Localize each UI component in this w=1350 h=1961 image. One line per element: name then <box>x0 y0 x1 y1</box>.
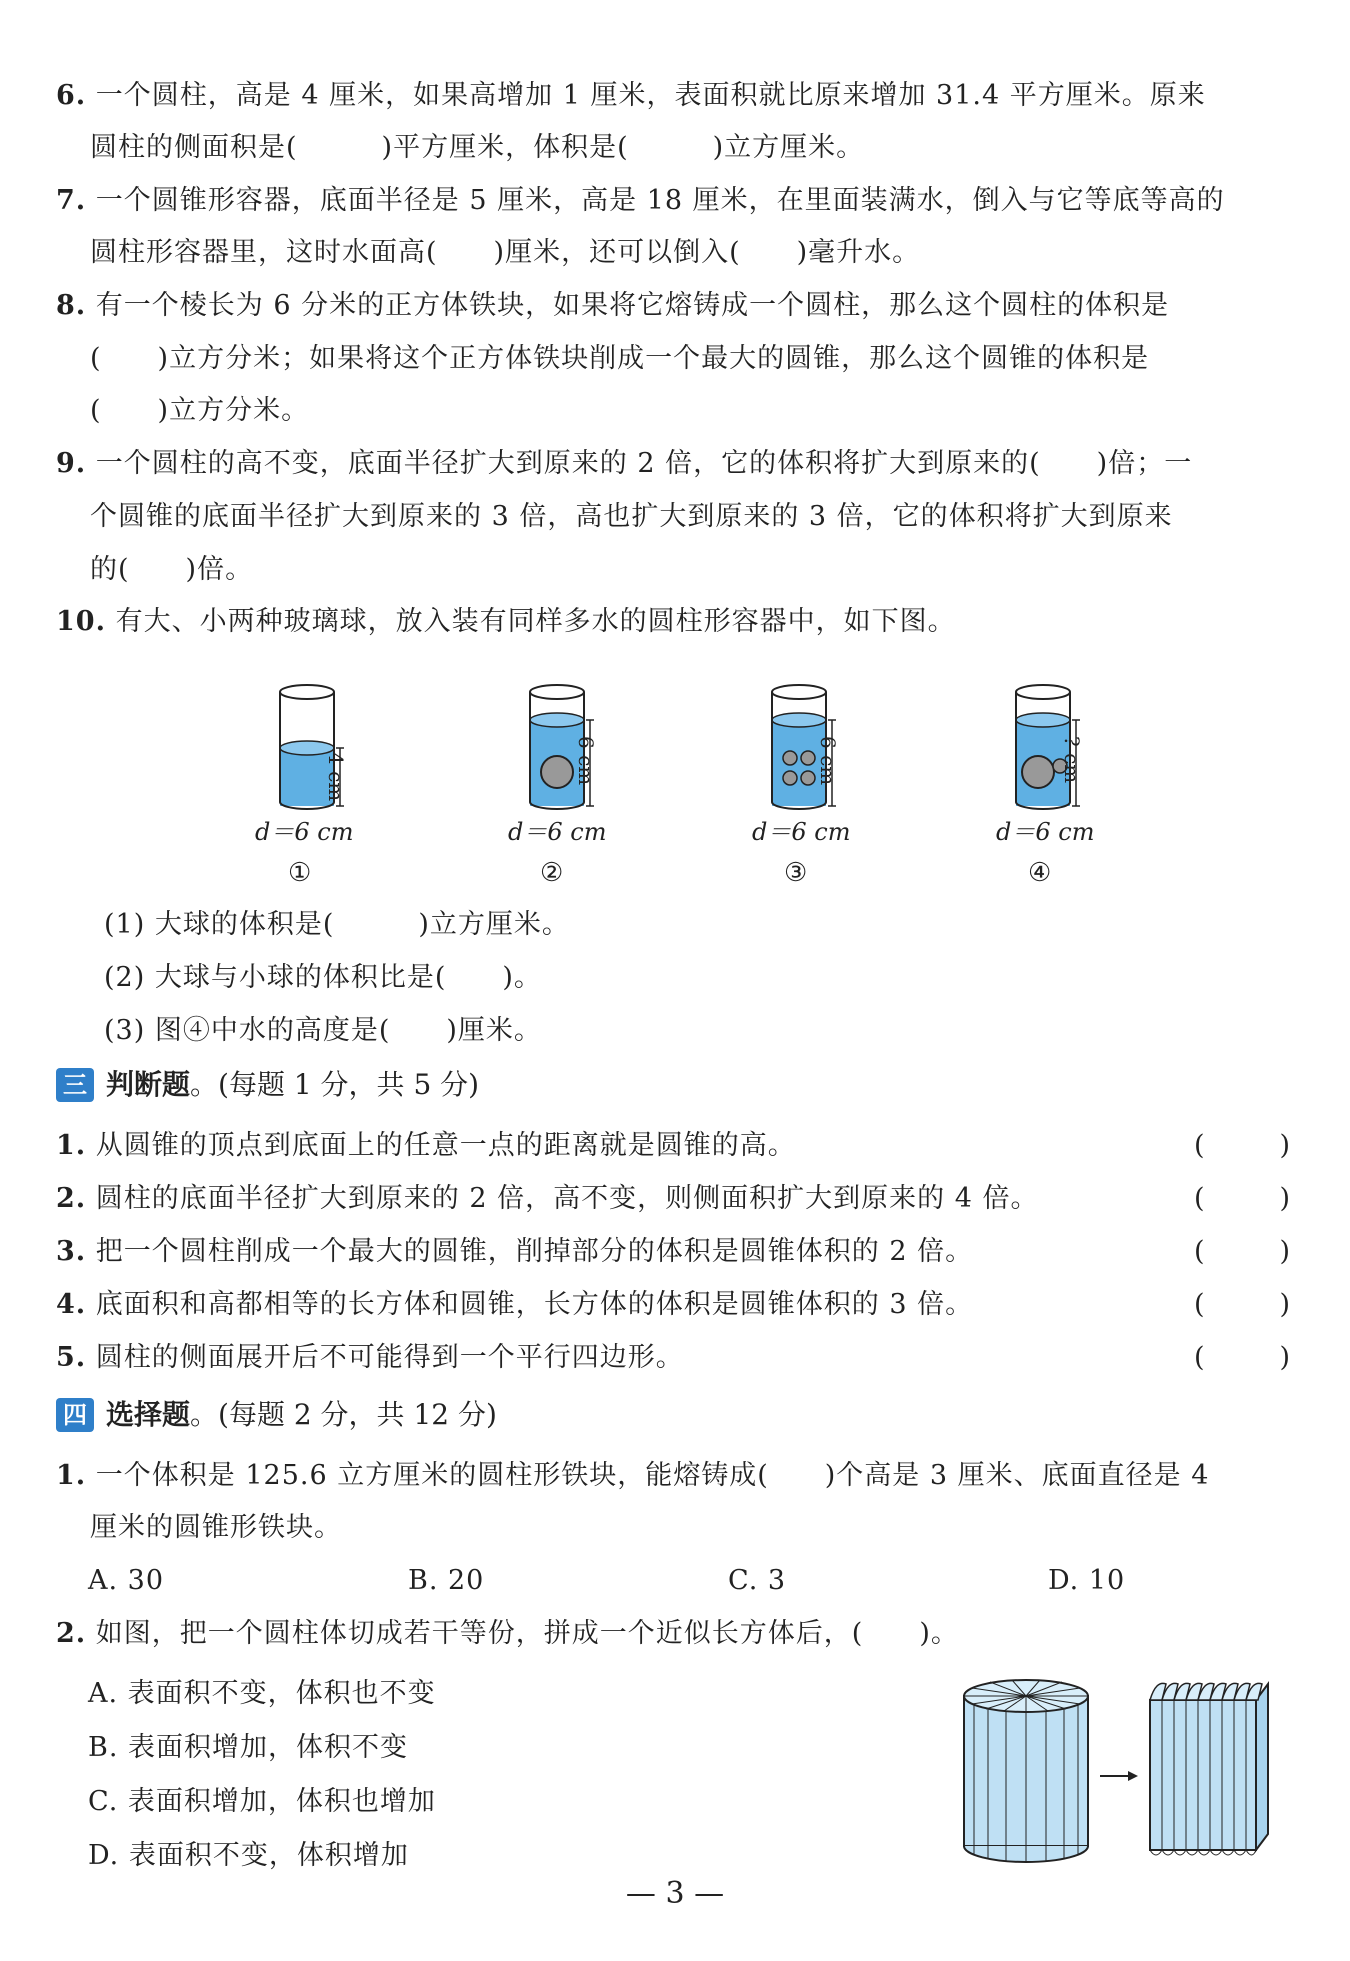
section-3-badge: 三 <box>56 1068 94 1102</box>
q10-sub-2: (2) 大球与小球的体积比是( )。 <box>104 962 542 993</box>
choice-1-option-b[interactable]: B. 20 <box>408 1565 485 1596</box>
arrow-icon <box>1100 1771 1138 1781</box>
container-1-diameter: d＝6 cm <box>255 818 354 846</box>
container-4-height-label: ? cm <box>1060 736 1084 784</box>
q8-line-1: 8. 有一个棱长为 6 分米的正方体铁块，如果将它熔铸成一个圆柱，那么这个圆柱的体积是 <box>56 290 1170 321</box>
choice-1-option-d[interactable]: D. 10 <box>1048 1565 1126 1596</box>
section-4-badge: 四 <box>56 1398 94 1432</box>
q6-line-1: 6. 一个圆柱，高是 4 厘米，如果高增加 1 厘米，表面积就比原来增加 31.4 平方厘米。原来 <box>56 80 1206 111</box>
page-number: — 3 — <box>625 1876 725 1911</box>
sliced-cylinder <box>964 1680 1088 1862</box>
q8-line-3: ( )立方分米。 <box>90 395 310 426</box>
q6-line-2: 圆柱的侧面积是( )平方厘米，体积是( )立方厘米。 <box>90 132 865 163</box>
q10-line-1: 10. 有大、小两种玻璃球，放入装有同样多水的圆柱形容器中，如下图。 <box>56 606 956 637</box>
container-1-index: ① <box>288 858 312 888</box>
section-3-header <box>56 1064 479 1106</box>
judge-2-answer[interactable]: ( ) <box>1194 1183 1290 1214</box>
section-4-header <box>56 1394 497 1436</box>
q10-sub-1: (1) 大球的体积是( )立方厘米。 <box>104 909 570 940</box>
judge-3: 3. 把一个圆柱削成一个最大的圆锥，削掉部分的体积是圆锥体积的 2 倍。 <box>56 1236 974 1267</box>
choice-1-line-2: 厘米的圆锥形铁块。 <box>90 1512 342 1543</box>
judge-5: 5. 圆柱的侧面展开后不可能得到一个平行四边形。 <box>56 1342 684 1373</box>
container-3-height-label: 6 cm <box>816 736 840 786</box>
small-ball <box>801 751 815 765</box>
section-4-title: 选择题 <box>106 1398 191 1431</box>
choice-2-option-d[interactable]: D. 表面积不变，体积增加 <box>88 1840 409 1871</box>
container-3-index: ③ <box>784 858 808 888</box>
small-ball <box>783 751 797 765</box>
choice-2-option-b[interactable]: B. 表面积增加，体积不变 <box>88 1732 409 1763</box>
section-3-title: 判断题 <box>106 1068 191 1101</box>
judge-1: 1. 从圆锥的顶点到底面上的任意一点的距离就是圆锥的高。 <box>56 1130 796 1161</box>
big-ball <box>541 756 573 788</box>
big-ball <box>1022 756 1054 788</box>
approx-cuboid <box>1150 1683 1268 1855</box>
judge-4-answer[interactable]: ( ) <box>1194 1289 1290 1320</box>
q7-line-2: 圆柱形容器里，这时水面高( )厘米，还可以倒入( )毫升水。 <box>90 237 921 268</box>
q10-sub-3: (3) 图④中水的高度是( )厘米。 <box>104 1015 542 1046</box>
container-4-index: ④ <box>1028 858 1052 888</box>
section-4-note: 。(每题 2 分，共 12 分) <box>190 1398 497 1431</box>
judge-4: 4. 底面积和高都相等的长方体和圆锥，长方体的体积是圆锥体积的 3 倍。 <box>56 1289 974 1320</box>
container-2-diameter: d＝6 cm <box>508 818 607 846</box>
q7-line-1: 7. 一个圆锥形容器，底面半径是 5 厘米，高是 18 厘米，在里面装满水，倒入与它等底等高的 <box>56 185 1225 216</box>
choice-1-line-1: 1. 一个体积是 125.6 立方厘米的圆柱形铁块，能熔铸成( )个高是 3 厘米、底面直径是 4 <box>56 1460 1210 1491</box>
choice-2-option-c[interactable]: C. 表面积增加，体积也增加 <box>88 1786 436 1817</box>
judge-5-answer[interactable]: ( ) <box>1194 1342 1290 1373</box>
container-2-index: ② <box>540 858 564 888</box>
container-1-height-label: 4 cm <box>324 752 348 802</box>
choice-1-option-c[interactable]: C. 3 <box>728 1565 787 1596</box>
choice-2-option-a[interactable]: A. 表面积不变，体积也不变 <box>88 1678 436 1709</box>
choice-1-option-a[interactable]: A. 30 <box>88 1565 165 1596</box>
small-ball <box>801 771 815 785</box>
q9-line-3: 的( )倍。 <box>90 554 254 585</box>
q9-line-2: 个圆锥的底面半径扩大到原来的 3 倍，高也扩大到原来的 3 倍，它的体积将扩大到原来 <box>90 501 1173 532</box>
judge-1-answer[interactable]: ( ) <box>1194 1130 1290 1161</box>
section-3-note: 。(每题 1 分，共 5 分) <box>190 1068 480 1101</box>
q10-figure <box>250 680 1150 810</box>
container-4-diameter: d＝6 cm <box>996 818 1095 846</box>
q8-line-2: ( )立方分米；如果将这个正方体铁块削成一个最大的圆锥，那么这个圆锥的体积是 <box>90 343 1150 374</box>
judge-3-answer[interactable]: ( ) <box>1194 1236 1290 1267</box>
container-2-height-label: 6 cm <box>574 736 598 786</box>
container-3-diameter: d＝6 cm <box>752 818 851 846</box>
cylinder-to-prism-figure <box>960 1670 1290 1870</box>
judge-2: 2. 圆柱的底面半径扩大到原来的 2 倍，高不变，则侧面积扩大到原来的 4 倍。 <box>56 1183 1039 1214</box>
q9-line-1: 9. 一个圆柱的高不变，底面半径扩大到原来的 2 倍，它的体积将扩大到原来的( )倍；一 <box>56 448 1193 479</box>
choice-2-line: 2. 如图，把一个圆柱体切成若干等份，拼成一个近似长方体后，( )。 <box>56 1618 959 1649</box>
small-ball <box>783 771 797 785</box>
